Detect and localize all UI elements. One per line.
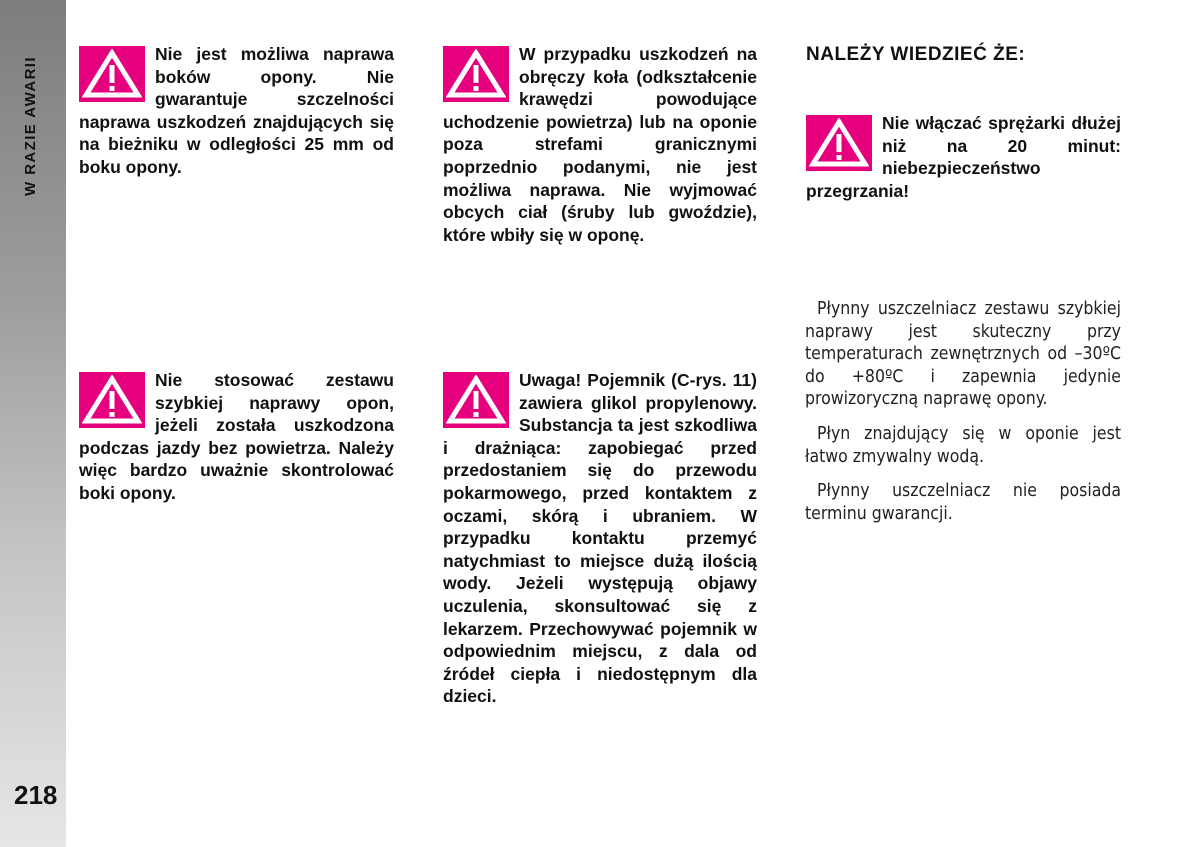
warning-box-rim-damage [443,43,757,246]
warning-box-sidewall-repair [79,43,394,179]
warning-text: Nie jest możliwa naprawa boków opony. Nie gwarantuje szczelności naprawa uszkodzeń znajdujących się na bieżniku w odległości 25 mm od boku opony. [79,44,394,177]
warning-text: W przypadku uszkodzeń na obręczy koła (odkształcenie krawędzi powodujące uchodzenie powietrza) lub na oponie poza strefami granicznymi poprzednio podanymi, nie jest możliwa naprawa. Nie wyjmować obcych ciał (śruby lub gwoździe), które wbiły się w oponę. [443,44,757,245]
warning-box-compressor [806,112,1121,202]
warning-triangle-icon [443,46,509,102]
page-number: 218 [14,780,58,810]
paragraph-washable: Płyn znajdujący się w oponie jest łatwo zmywalny wodą. [805,424,1121,467]
warning-triangle-icon [79,46,145,102]
warning-triangle-icon [806,115,872,171]
info-paragraph [805,480,1121,525]
info-paragraph [805,423,1121,468]
warning-box-flat-driving [79,369,394,505]
section-label-wrap [22,45,46,207]
section-label: W RAZIE AWARII [22,56,39,196]
paragraph-warranty: Płynny uszczelniacz nie posiada terminu gwarancji. [805,481,1121,524]
warning-text: Nie stosować zestawu szybkiej naprawy opon, jeżeli została uszkodzona podczas jazdy bez powietrza. Należy więc bardzo uważnie skontrolować boki opony. [79,370,394,503]
warning-text: Nie włączać sprężarki dłużej niż na 20 minut: niebezpieczeństwo przegrzania! [806,113,1121,201]
warning-triangle-icon [79,372,145,428]
warning-text: Uwaga! Pojemnik (C-rys. 11) zawiera glikol propylenowy. Substancja ta jest szkodliwa i drażniąca: zapobiegać przed przedostaniem się do przewodu pokarmowego, przed kontaktem z oczami, skórą i ubraniem. W przypadku kontaktu przemyć natychmiast to miejsce dużą ilością wody. Jeżeli występują objawy uczulenia, skonsultować się z lekarzem. Przechowywać pojemnik w odpowiednim miejscu, z dala od źródeł ciepła i niedostępnym dla dzieci. [443,370,757,707]
paragraph-temperature: Płynny uszczelniacz zestawu szybkiej naprawy jest skuteczny przy temperaturach zewnętrznych od –30ºC do +80ºC i zapewnia jedynie prowizoryczną naprawę opony. [805,299,1121,410]
info-heading: NALEŻY WIEDZIEĆ ŻE: [806,44,1026,65]
warning-triangle-icon [443,372,509,428]
warning-box-glycol [443,369,757,708]
info-paragraph [805,298,1121,411]
